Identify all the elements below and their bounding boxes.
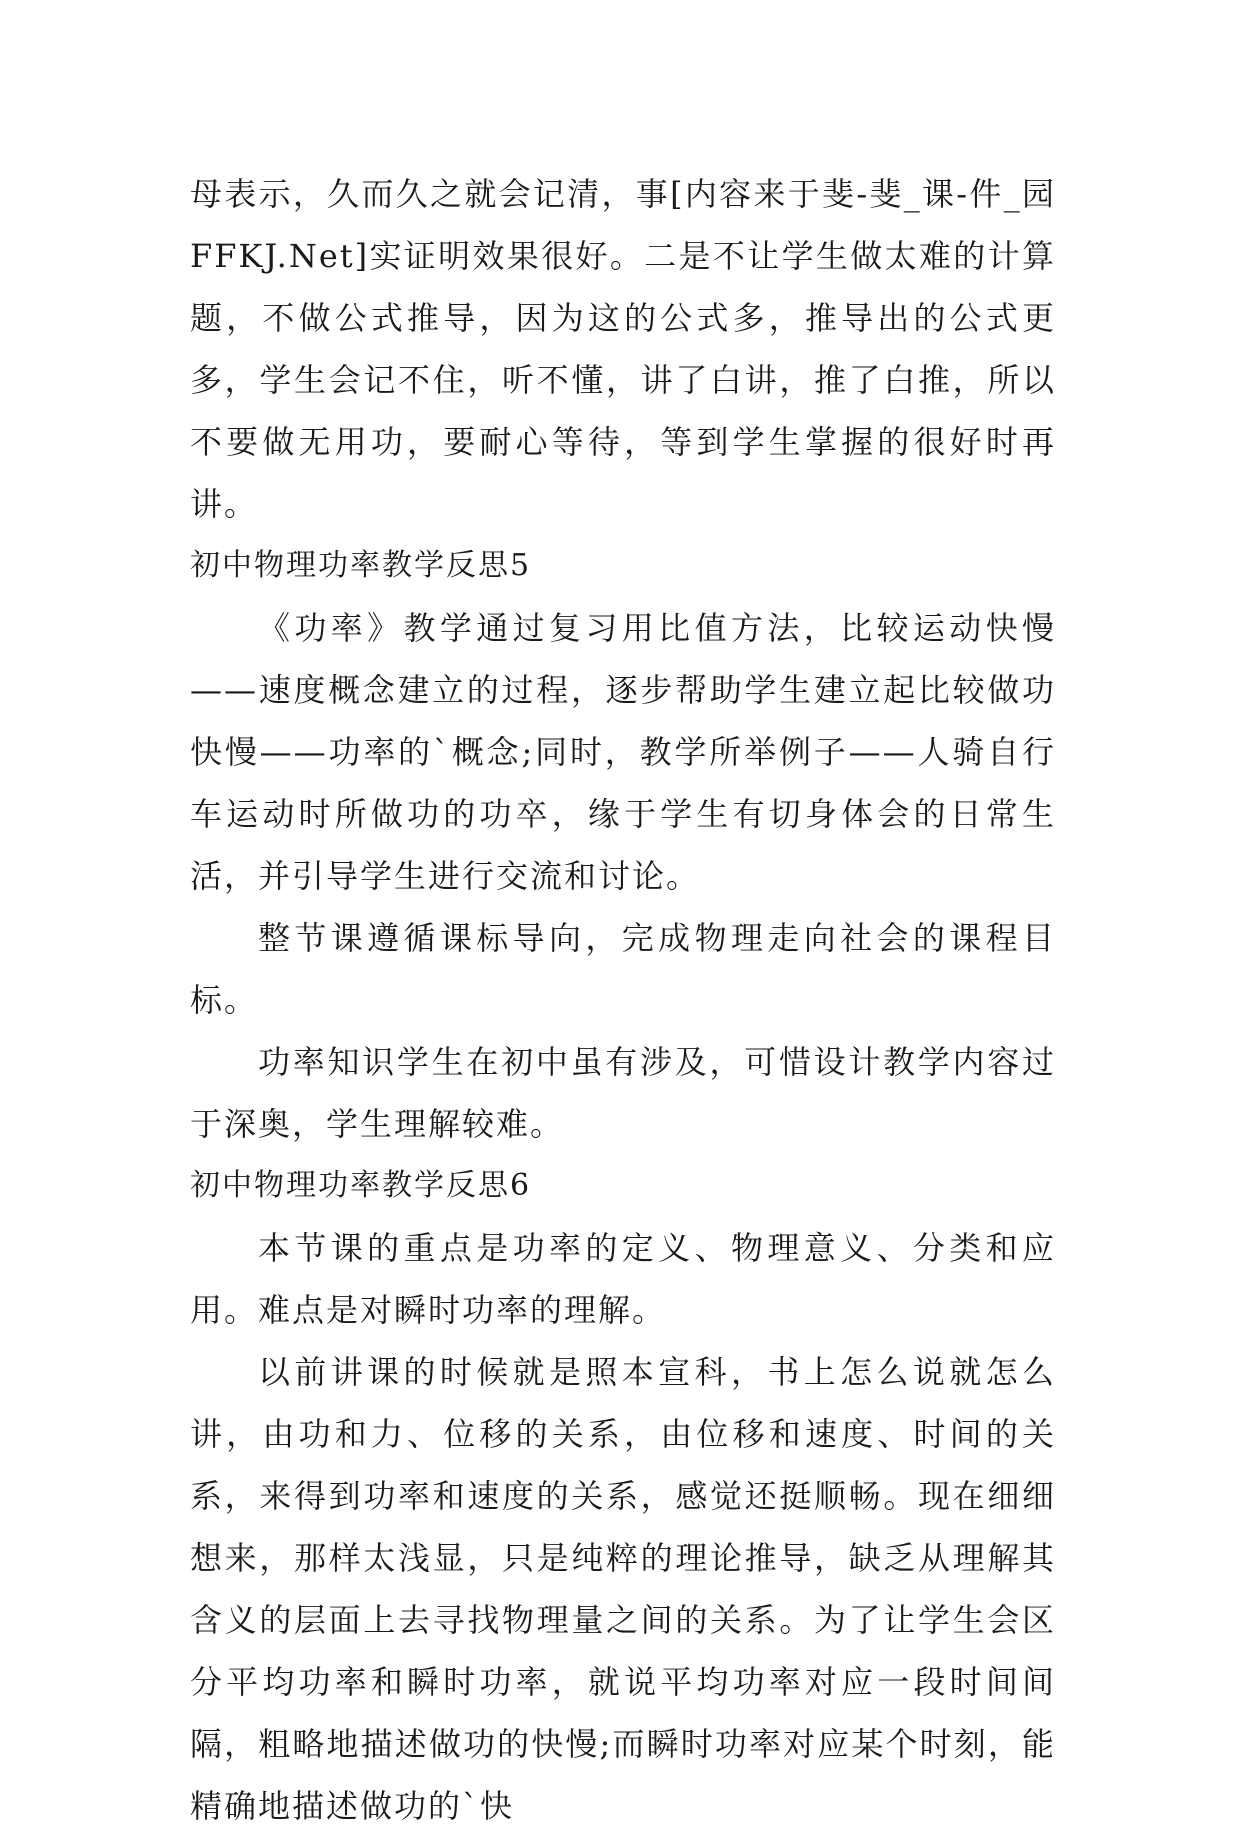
paragraph: 以前讲课的时候就是照本宣科，书上怎么说就怎么讲，由功和力、位移的关系，由位移和速度、时间的关系，来得到功率和速度的关系，感觉还挺顺畅。现在细细想来，那样太浅显，只是纯粹的理论推导，缺乏从理解其含义的层面上去寻找物理量之间的关系。为了让学生会区分平均功率和瞬时功率，就说平均功率对应一段时间间隔，粗略地描述做功的快慢;而瞬时功率对应某个时刻，能精确地描述做功的`快 bbox=[190, 1353, 1056, 1825]
paragraph: 整节课遵循课标导向，完成物理走向社会的课程目标。 bbox=[190, 919, 1056, 1019]
paragraph: 《功率》教学通过复习用比值方法，比较运动快慢——速度概念建立的过程，逐步帮助学生建立起比较做功快慢——功率的`概念;同时，教学所举例子——人骑自行车运动时所做功的功卒，缘于学生有切身体会的日常生活，并引导学生进行交流和讨论。 bbox=[190, 609, 1056, 895]
paragraph-continued: 母表示，久而久之就会记清，事[内容来于斐-斐_课-件_园FFKJ.Net]实证明效果很好。二是不让学生做太难的计算题，不做公式推导，因为这的公式多，推导出的公式更多，学生会记不住，听不懂，讲了白讲，推了白推，所以不要做无用功，要耐心等待，等到学生掌握的很好时再讲。 bbox=[190, 175, 1056, 523]
section-heading-6: 初中物理功率教学反思6 bbox=[190, 1168, 532, 1203]
document-body bbox=[190, 163, 1056, 1837]
paragraph: 本节课的重点是功率的定义、物理意义、分类和应用。难点是对瞬时功率的理解。 bbox=[190, 1229, 1056, 1329]
paragraph: 功率知识学生在初中虽有涉及，可惜设计教学内容过于深奥，学生理解较难。 bbox=[190, 1043, 1056, 1143]
section-heading-5: 初中物理功率教学反思5 bbox=[190, 548, 532, 583]
